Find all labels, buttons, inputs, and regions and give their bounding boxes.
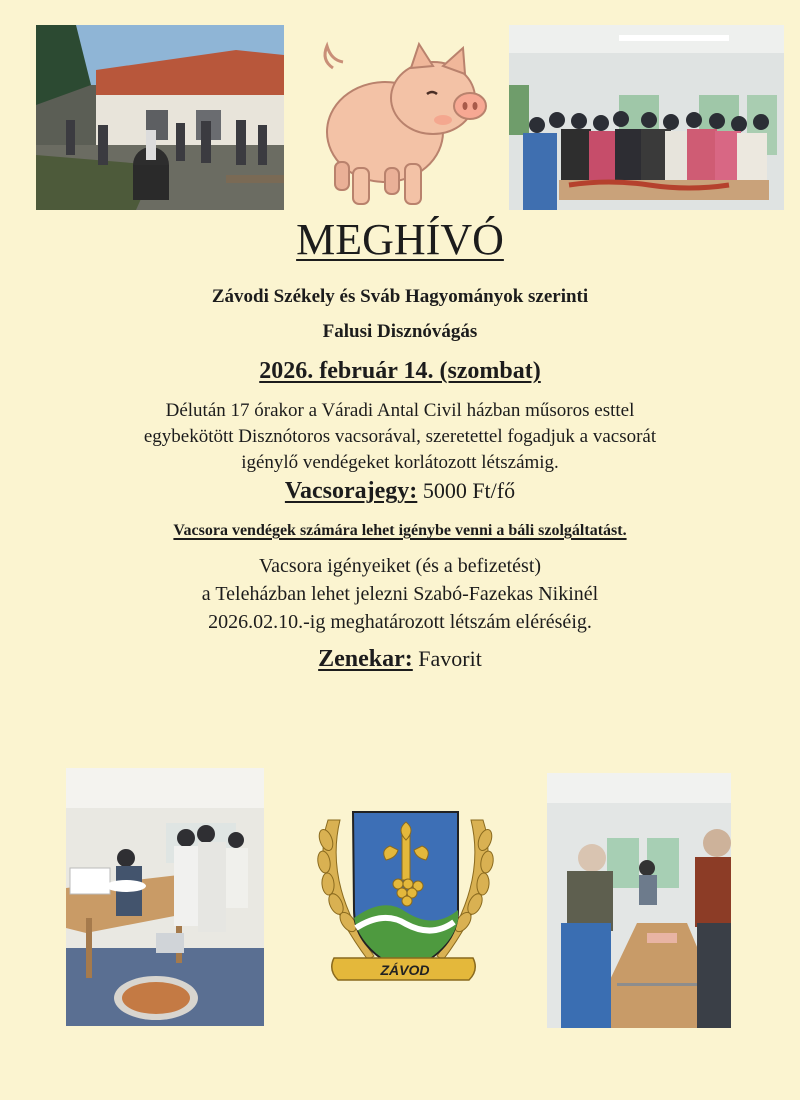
description-line: igénylő vendégeket korlátozott létszámig. bbox=[241, 452, 559, 473]
zavod-crest-icon bbox=[298, 800, 513, 1000]
registration-line: a Teleházban lehet jelezni Szabó-Fazekas Nikinél bbox=[201, 583, 599, 605]
photo-group-indoors bbox=[509, 25, 784, 210]
page-title: MEGHÍVÓ bbox=[296, 215, 504, 264]
band-name: Favorit bbox=[418, 646, 482, 671]
event-date: 2026. február 14. (szombat) bbox=[259, 358, 541, 384]
band-label: Zenekar: bbox=[318, 646, 413, 672]
band-row bbox=[0, 646, 800, 673]
event-subtitle-line-2: Falusi Disznóvágás bbox=[322, 321, 478, 342]
event-subtitle-line-1: Závodi Székely és Sváb Hagyományok szerinti bbox=[211, 286, 589, 307]
description-line: egybekötött Disznótoros vacsorával, szeretettel fogadjuk a vacsorát bbox=[143, 426, 657, 447]
registration-info bbox=[0, 552, 800, 636]
ticket-label: Vacsorajegy: bbox=[284, 478, 418, 504]
description-line: Délután 17 órakor a Váradi Antal Civil házban műsoros esttel bbox=[165, 400, 635, 421]
photo-workers-at-table bbox=[547, 773, 731, 1028]
ball-service-note: Vacsora vendégek számára lehet igénybe venni a báli szolgáltatást. bbox=[173, 522, 627, 539]
registration-line: 2026.02.10.-ig meghatározott létszám eléréséig. bbox=[208, 611, 592, 633]
photo-kitchen-preparation bbox=[66, 768, 264, 1026]
ticket-price: 5000 Ft/fő bbox=[422, 478, 516, 503]
pig-icon bbox=[315, 40, 495, 210]
photo-outdoor-courtyard bbox=[36, 25, 284, 210]
crest-label: ZÁVOD bbox=[380, 962, 430, 978]
event-description bbox=[0, 398, 800, 476]
registration-line: Vacsora igényeiket (és a befizetést) bbox=[258, 555, 542, 577]
ticket-price-row bbox=[0, 478, 800, 505]
